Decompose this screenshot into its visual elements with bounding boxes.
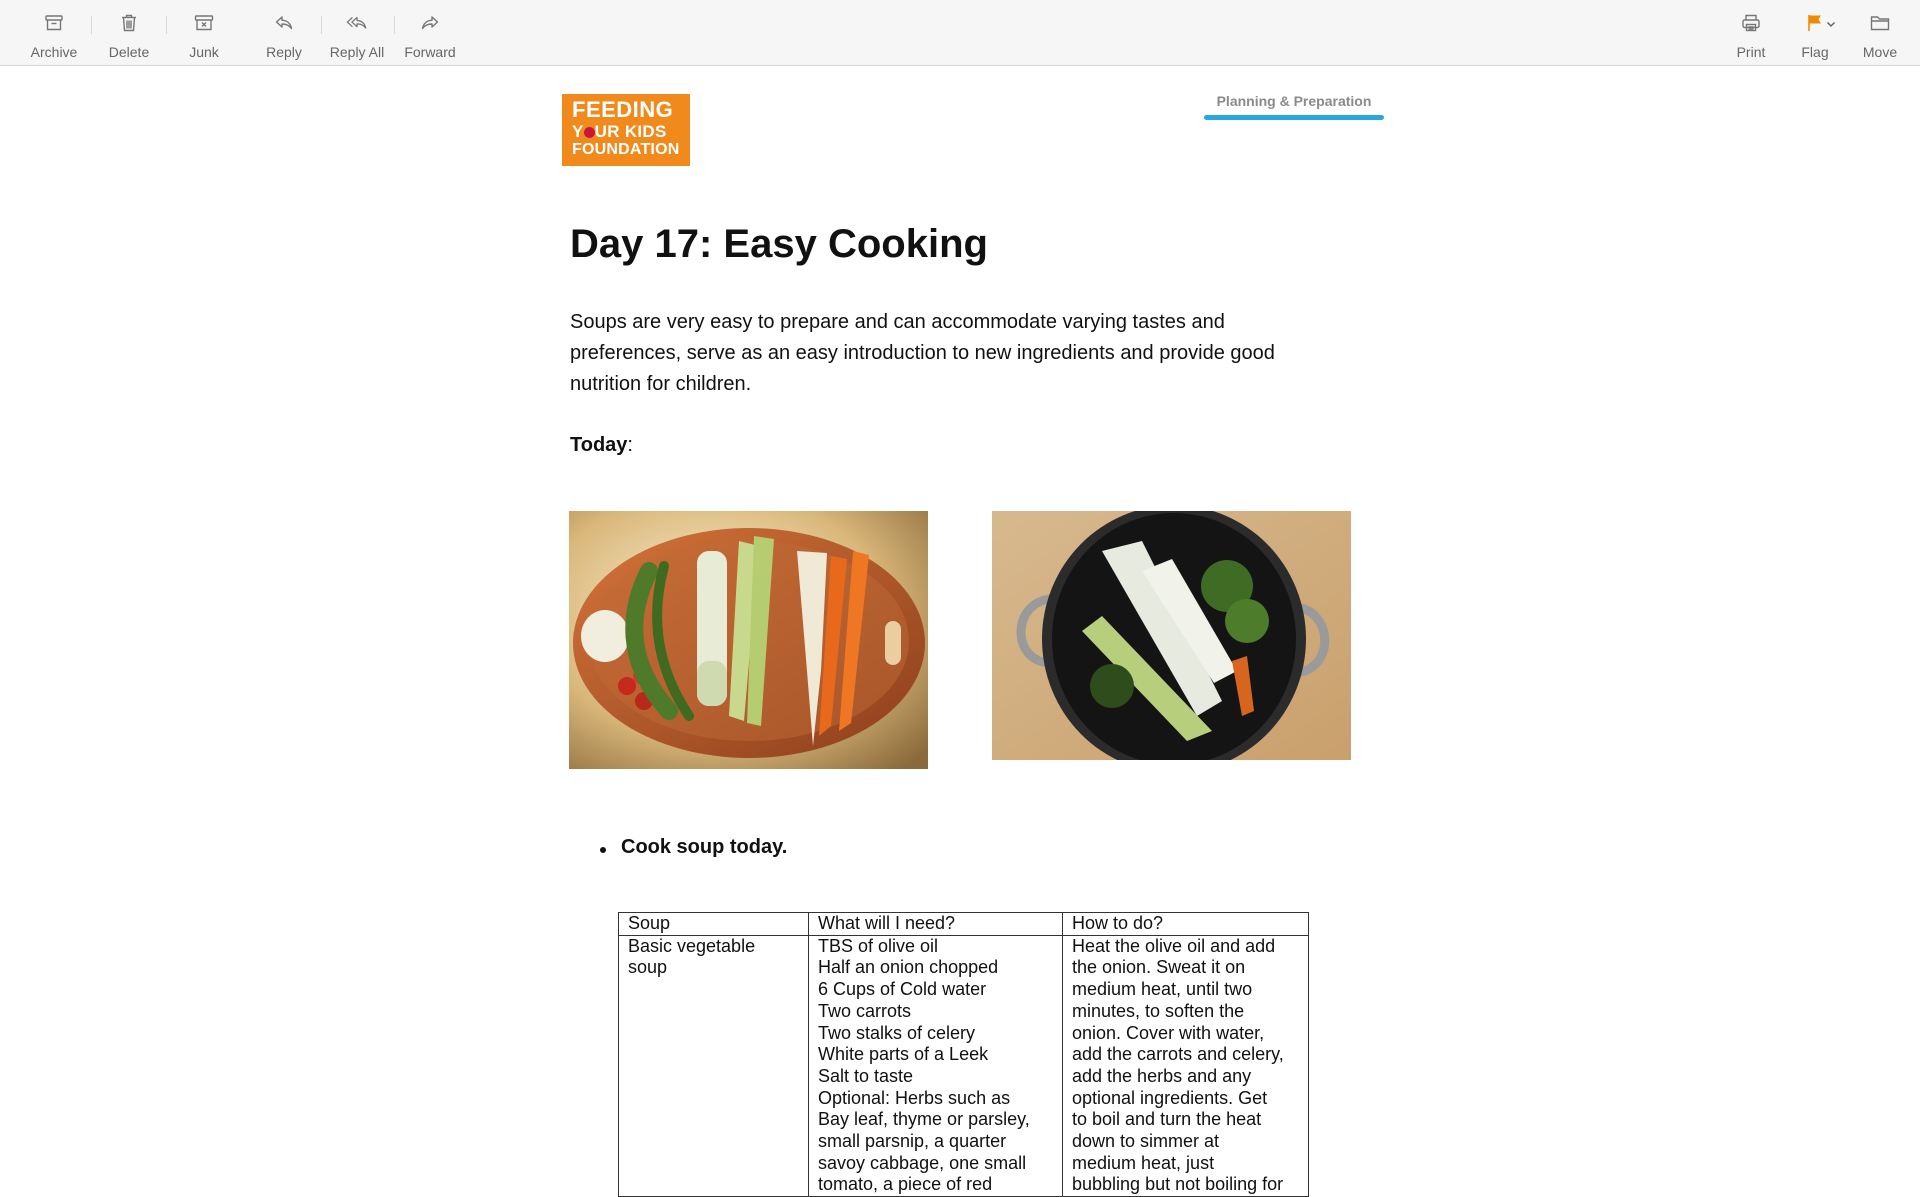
table-row (619, 935, 1309, 1196)
cell-line: White parts of a Leek (818, 1044, 989, 1065)
printer-icon (1738, 10, 1764, 36)
cell-line: minutes, to soften the (1072, 1000, 1245, 1021)
logo-line-2-end: UR KIDS (594, 122, 667, 141)
cell-line: tomato, a piece of red (818, 1174, 993, 1195)
archive-label: Archive (30, 44, 78, 60)
feeding-your-kids-logo (562, 94, 690, 166)
toolbar-divider (166, 16, 167, 34)
email-body (0, 67, 1920, 1197)
cell-line: soup (628, 957, 668, 978)
chevron-down-icon[interactable] (1823, 16, 1839, 32)
toolbar-divider (321, 16, 322, 34)
flag-label: Flag (1801, 44, 1829, 60)
reply-all-label: Reply All (329, 44, 385, 60)
forward-button[interactable] (400, 10, 460, 62)
cell-line: Salt to taste (818, 1065, 914, 1086)
cell-line: Bay leaf, thyme or parsley, (818, 1109, 1030, 1130)
cell-line: optional ingredients. Get (1072, 1087, 1268, 1108)
archive-button[interactable] (24, 10, 84, 62)
cell-line: add the carrots and celery, (1072, 1044, 1284, 1065)
cell-line: savoy cabbage, one small (818, 1152, 1027, 1173)
cell-soup (619, 935, 809, 1196)
cell-line: medium heat, until two (1072, 979, 1253, 1000)
forward-icon (417, 10, 443, 36)
bullet-dot (600, 847, 606, 853)
junk-icon (191, 10, 217, 36)
bullet-text: Cook soup today. (621, 836, 788, 858)
move-button[interactable] (1852, 10, 1908, 62)
soup-pot-photo (992, 511, 1351, 760)
trash-icon (116, 10, 142, 36)
reply-label: Reply (266, 44, 302, 60)
junk-button[interactable] (174, 10, 234, 62)
cell-line: Heat the olive oil and add (1072, 935, 1276, 956)
reply-all-icon (344, 10, 370, 36)
logo-line-2 (572, 123, 684, 140)
logo-dot-icon (584, 127, 595, 138)
toolbar-divider (394, 16, 395, 34)
reply-icon (271, 10, 297, 36)
delete-button[interactable] (98, 10, 160, 62)
logo-line-1: FEEDING (572, 97, 674, 122)
recipe-table (618, 912, 1309, 1197)
logo-line-2-start: Y (572, 122, 584, 141)
section-tab-planning[interactable]: Planning & Preparation (1216, 93, 1372, 109)
cell-line: down to simmer at (1072, 1131, 1220, 1152)
move-label: Move (1862, 44, 1898, 60)
today-suffix: : (627, 434, 633, 456)
cell-line: to boil and turn the heat (1072, 1109, 1262, 1130)
junk-label: Junk (189, 44, 219, 60)
vegetables-board-photo (569, 511, 928, 769)
cell-line: TBS of olive oil (818, 935, 939, 956)
article-title: Day 17: Easy Cooking (570, 222, 988, 266)
cell-line: Half an onion chopped (818, 957, 999, 978)
section-tab-underline (1204, 115, 1384, 120)
cell-line: medium heat, just (1072, 1152, 1215, 1173)
cell-line: Basic vegetable (628, 935, 756, 956)
cell-line: 6 Cups of Cold water (818, 979, 987, 1000)
cell-line: Optional: Herbs such as (818, 1087, 1011, 1108)
today-heading (570, 434, 633, 457)
column-header-need: What will I need? (809, 913, 1063, 936)
logo-line-3: FOUNDATION (572, 141, 680, 158)
mail-toolbar (0, 0, 1920, 66)
cell-line: small parsnip, a quarter (818, 1131, 1007, 1152)
folder-icon (1867, 10, 1893, 36)
archive-icon (41, 10, 67, 36)
toolbar-divider (91, 16, 92, 34)
cell-line: the onion. Sweat it on (1072, 957, 1246, 978)
cell-need (809, 935, 1063, 1196)
table-header-row (619, 913, 1309, 936)
cell-line: onion. Cover with water, (1072, 1022, 1265, 1043)
print-button[interactable] (1720, 10, 1782, 62)
print-label: Print (1736, 44, 1766, 60)
intro-paragraph: Soups are very easy to prepare and can accommodate varying tastes and preferences, serve as an easy introduction to new ingredients and provide good nutrition for children. (570, 311, 1275, 395)
cell-line: bubbling but not boiling for (1072, 1174, 1284, 1195)
column-header-how: How to do? (1063, 913, 1309, 936)
cell-how (1063, 935, 1309, 1196)
reply-button[interactable] (254, 10, 314, 62)
reply-all-button[interactable] (324, 10, 390, 62)
cell-line: Two carrots (818, 1000, 912, 1021)
delete-label: Delete (108, 44, 150, 60)
cell-line: add the herbs and any (1072, 1065, 1252, 1086)
column-header-soup: Soup (619, 913, 809, 936)
cell-line: Two stalks of celery (818, 1022, 976, 1043)
forward-label: Forward (404, 44, 456, 60)
today-label: Today (570, 434, 628, 456)
